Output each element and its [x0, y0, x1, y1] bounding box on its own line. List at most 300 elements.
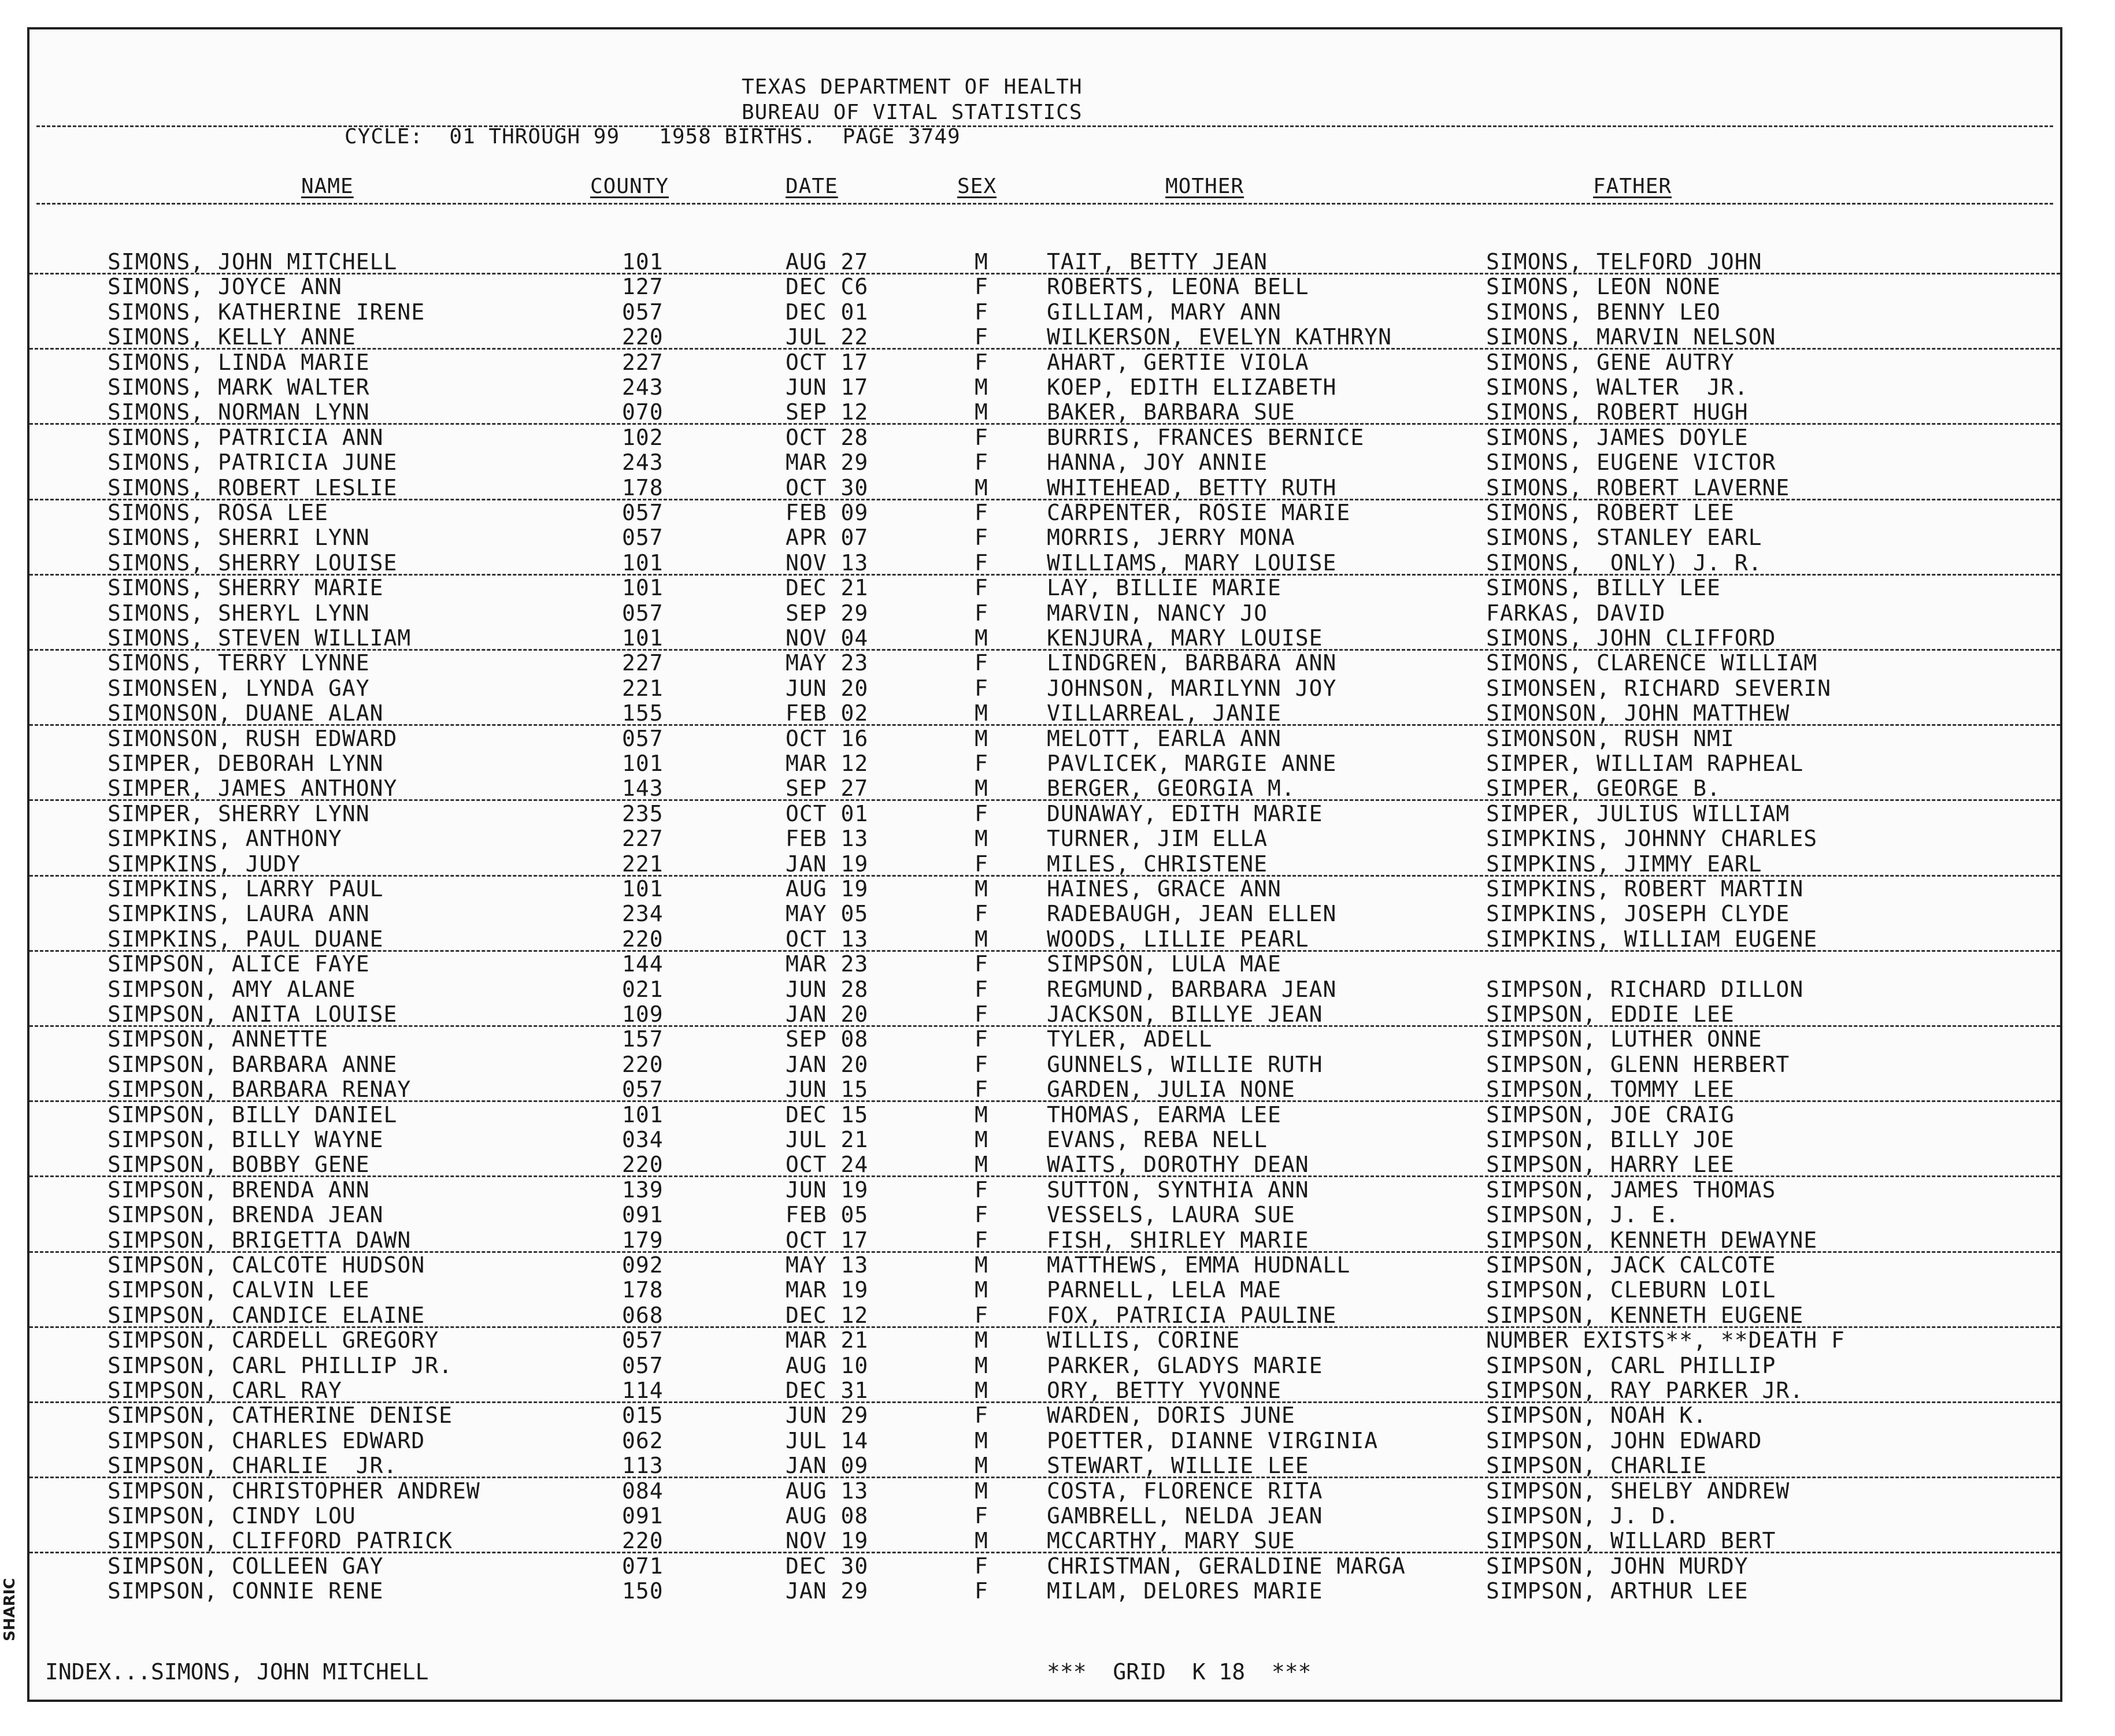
- record-county: 101: [622, 550, 664, 576]
- record-mother: TURNER, JIM ELLA: [1047, 826, 1268, 852]
- record-date: MAY 05: [786, 901, 869, 927]
- record-row: [29, 600, 2060, 626]
- record-county: 234: [622, 901, 664, 927]
- record-mother: WHITEHEAD, BETTY RUTH: [1047, 474, 1337, 500]
- record-county: 220: [622, 926, 664, 952]
- record-father: SIMPSON, JOHN MURDY: [1486, 1553, 1749, 1579]
- record-date: DEC 30: [786, 1553, 869, 1579]
- record-sex: M: [975, 826, 988, 852]
- record-name: SIMONS, KATHERINE IRENE: [108, 299, 425, 325]
- record-mother: STEWART, WILLIE LEE: [1047, 1453, 1309, 1479]
- record-row: [29, 901, 2060, 926]
- record-name: SIMONS, LINDA MARIE: [108, 349, 370, 375]
- record-row: [29, 1353, 2060, 1378]
- record-sex: F: [975, 1403, 988, 1429]
- record-father: SIMONS, ROBERT LAVERNE: [1486, 474, 1790, 500]
- record-county: 084: [622, 1478, 664, 1504]
- record-sex: F: [975, 1302, 988, 1328]
- record-date: JAN 29: [786, 1578, 869, 1604]
- record-date: JUN 28: [786, 976, 869, 1002]
- record-row: [29, 676, 2060, 701]
- record-date: FEB 09: [786, 500, 869, 525]
- record-date: AUG 19: [786, 876, 869, 902]
- record-name: SIMONS, ROBERT LESLIE: [108, 474, 398, 500]
- record-mother: GAMBRELL, NELDA JEAN: [1047, 1503, 1323, 1529]
- record-county: 243: [622, 374, 664, 400]
- record-name: SIMPSON, CHRISTOPHER ANDREW: [108, 1478, 480, 1504]
- record-sex: F: [975, 525, 988, 551]
- record-name: SIMPSON, CARL PHILLIP JR.: [108, 1352, 453, 1378]
- record-mother: RADEBAUGH, JEAN ELLEN: [1047, 901, 1337, 927]
- record-father: SIMPER, JULIUS WILLIAM: [1486, 800, 1790, 826]
- record-father: SIMONSEN, RICHARD SEVERIN: [1486, 675, 1831, 701]
- record-father: SIMPSON, RICHARD DILLON: [1486, 976, 1804, 1002]
- record-date: MAR 21: [786, 1327, 869, 1353]
- report-page: [27, 27, 2062, 1702]
- record-mother: LAY, BILLIE MARIE: [1047, 575, 1281, 601]
- record-mother: VILLARREAL, JANIE: [1047, 700, 1281, 726]
- record-name: SIMONSON, DUANE ALAN: [108, 700, 384, 726]
- record-date: JUN 29: [786, 1403, 869, 1429]
- record-row: [29, 399, 2060, 425]
- record-sex: F: [975, 1026, 988, 1052]
- record-county: 139: [622, 1177, 664, 1203]
- record-county: 057: [622, 525, 664, 551]
- record-name: SIMPSON, CONNIE RENE: [108, 1578, 384, 1604]
- record-mother: SIMPSON, LULA MAE: [1047, 951, 1281, 977]
- record-father: SIMPSON, J. E.: [1486, 1202, 1680, 1228]
- record-row: [29, 274, 2060, 299]
- record-mother: MORRIS, JERRY MONA: [1047, 525, 1295, 551]
- record-county: 092: [622, 1252, 664, 1278]
- record-row: [29, 1553, 2060, 1579]
- record-mother: WOODS, LILLIE PEARL: [1047, 926, 1309, 952]
- record-mother: ORY, BETTY YVONNE: [1047, 1378, 1281, 1403]
- record-date: DEC 01: [786, 299, 869, 325]
- record-date: SEP 12: [786, 399, 869, 425]
- record-date: JUN 15: [786, 1077, 869, 1103]
- record-row: [29, 1327, 2060, 1353]
- record-sex: F: [975, 349, 988, 375]
- record-father: SIMONS, MARVIN NELSON: [1486, 324, 1776, 350]
- record-sex: M: [975, 399, 988, 425]
- record-name: SIMONS, SHERRI LYNN: [108, 525, 370, 551]
- record-date: JAN 09: [786, 1453, 869, 1479]
- record-father: SIMONS, GENE AUTRY: [1486, 349, 1735, 375]
- record-county: 070: [622, 399, 664, 425]
- record-father: SIMPSON, JOHN EDWARD: [1486, 1427, 1762, 1453]
- record-mother: JACKSON, BILLYE JEAN: [1047, 1001, 1323, 1027]
- record-father: SIMPSON, KENNETH DEWAYNE: [1486, 1227, 1818, 1253]
- record-row: [29, 926, 2060, 952]
- record-sex: M: [975, 776, 988, 802]
- record-date: MAR 12: [786, 751, 869, 776]
- record-name: SIMPER, JAMES ANTHONY: [108, 776, 398, 802]
- record-county: 227: [622, 349, 664, 375]
- record-sex: F: [975, 274, 988, 300]
- record-county: 062: [622, 1427, 664, 1453]
- record-date: FEB 02: [786, 700, 869, 726]
- record-mother: LINDGREN, BARBARA ANN: [1047, 650, 1337, 676]
- record-father: SIMONS, BENNY LEO: [1486, 299, 1721, 325]
- record-date: OCT 16: [786, 725, 869, 751]
- record-father: SIMONS, LEON NONE: [1486, 274, 1721, 300]
- grid-footer: *** GRID K 18 ***: [1047, 1659, 1312, 1685]
- record-mother: WAITS, DOROTHY DEAN: [1047, 1152, 1309, 1178]
- record-county: 227: [622, 826, 664, 852]
- record-row: [29, 1277, 2060, 1303]
- record-row: [29, 450, 2060, 475]
- record-name: SIMONS, JOYCE ANN: [108, 274, 342, 300]
- record-date: JUL 14: [786, 1427, 869, 1453]
- record-sex: M: [975, 374, 988, 400]
- record-row: [29, 475, 2060, 500]
- record-father: SIMPKINS, ROBERT MARTIN: [1486, 876, 1804, 902]
- record-sex: M: [975, 474, 988, 500]
- record-father: SIMPKINS, JIMMY EARL: [1486, 851, 1762, 877]
- record-father: SIMONS, ROBERT HUGH: [1486, 399, 1749, 425]
- record-father: SIMPSON, KENNETH EUGENE: [1486, 1302, 1804, 1328]
- record-county: 243: [622, 450, 664, 476]
- record-name: SIMPKINS, PAUL DUANE: [108, 926, 384, 952]
- record-row: [29, 350, 2060, 375]
- record-row: [29, 500, 2060, 525]
- record-father: SIMPSON, JACK CALCOTE: [1486, 1252, 1776, 1278]
- record-county: 057: [622, 1327, 664, 1353]
- record-sex: F: [975, 550, 988, 576]
- record-mother: BAKER, BARBARA SUE: [1047, 399, 1295, 425]
- record-date: OCT 13: [786, 926, 869, 952]
- record-mother: PARNELL, LELA MAE: [1047, 1277, 1281, 1303]
- record-mother: BURRIS, FRANCES BERNICE: [1047, 424, 1365, 450]
- record-date: AUG 10: [786, 1352, 869, 1378]
- record-mother: VESSELS, LAURA SUE: [1047, 1202, 1295, 1228]
- record-mother: BERGER, GEORGIA M.: [1047, 776, 1295, 802]
- record-sex: F: [975, 1503, 988, 1529]
- record-date: JUN 19: [786, 1177, 869, 1203]
- record-sex: M: [975, 1427, 988, 1453]
- record-father: SIMONS, ROBERT LEE: [1486, 500, 1735, 525]
- record-sex: M: [975, 1277, 988, 1303]
- record-row: [29, 1428, 2060, 1453]
- record-county: 220: [622, 1051, 664, 1077]
- record-mother: AHART, GERTIE VIOLA: [1047, 349, 1309, 375]
- record-name: SIMONS, NORMAN LYNN: [108, 399, 370, 425]
- record-row: [29, 650, 2060, 676]
- record-mother: SUTTON, SYNTHIA ANN: [1047, 1177, 1309, 1203]
- record-date: MAR 23: [786, 951, 869, 977]
- record-row: [29, 1227, 2060, 1253]
- record-sex: F: [975, 951, 988, 977]
- record-county: 220: [622, 1152, 664, 1178]
- record-mother: HANNA, JOY ANNIE: [1047, 450, 1268, 476]
- record-row: [29, 299, 2060, 325]
- record-row: [29, 700, 2060, 726]
- record-county: 127: [622, 274, 664, 300]
- record-sex: F: [975, 1177, 988, 1203]
- record-date: APR 07: [786, 525, 869, 551]
- record-county: 057: [622, 725, 664, 751]
- record-row: [29, 1403, 2060, 1428]
- record-name: SIMONS, SHERRY MARIE: [108, 575, 384, 601]
- record-row: [29, 1503, 2060, 1529]
- record-row: [29, 1303, 2060, 1328]
- record-name: SIMPSON, CANDICE ELAINE: [108, 1302, 425, 1328]
- record-sex: M: [975, 1352, 988, 1378]
- record-name: SIMPSON, ANITA LOUISE: [108, 1001, 398, 1027]
- record-date: JUN 17: [786, 374, 869, 400]
- record-name: SIMPKINS, ANTHONY: [108, 826, 342, 852]
- record-sex: F: [975, 1202, 988, 1228]
- record-sex: F: [975, 424, 988, 450]
- record-county: 101: [622, 625, 664, 651]
- record-father: SIMONS, EUGENE VICTOR: [1486, 450, 1776, 476]
- column-header-name: NAME: [301, 175, 354, 198]
- record-mother: MILES, CHRISTENE: [1047, 851, 1268, 877]
- record-county: 157: [622, 1026, 664, 1052]
- record-father: SIMPSON, ARTHUR LEE: [1486, 1578, 1749, 1604]
- record-name: SIMONS, MARK WALTER: [108, 374, 370, 400]
- record-row: [29, 1001, 2060, 1027]
- record-mother: MARVIN, NANCY JO: [1047, 600, 1268, 626]
- record-sex: M: [975, 1152, 988, 1178]
- record-sex: F: [975, 600, 988, 626]
- record-name: SIMPSON, CHARLIE JR.: [108, 1453, 398, 1479]
- record-mother: WILLIAMS, MARY LOUISE: [1047, 550, 1337, 576]
- record-row: [29, 1102, 2060, 1127]
- record-row: [29, 1127, 2060, 1152]
- record-mother: POETTER, DIANNE VIRGINIA: [1047, 1427, 1379, 1453]
- index-footer: INDEX...SIMONS, JOHN MITCHELL: [45, 1659, 429, 1685]
- record-county: 091: [622, 1202, 664, 1228]
- records-table: [29, 29, 2060, 1700]
- record-sex: F: [975, 675, 988, 701]
- record-date: OCT 28: [786, 424, 869, 450]
- column-header-father: FATHER: [1593, 175, 1672, 198]
- side-mark-label: SHARIC: [1, 1578, 18, 1641]
- record-name: SIMPKINS, LARRY PAUL: [108, 876, 384, 902]
- record-father: SIMPSON, J. D.: [1486, 1503, 1680, 1529]
- bureau-title: BUREAU OF VITAL STATISTICS: [742, 101, 1083, 124]
- record-sex: M: [975, 1252, 988, 1278]
- record-date: DEC 15: [786, 1101, 869, 1127]
- record-sex: F: [975, 1578, 988, 1604]
- record-father: SIMONSON, RUSH NMI: [1486, 725, 1735, 751]
- record-mother: EVANS, REBA NELL: [1047, 1127, 1268, 1152]
- record-sex: F: [975, 1553, 988, 1579]
- record-row: [29, 776, 2060, 801]
- record-mother: MILAM, DELORES MARIE: [1047, 1578, 1323, 1604]
- record-name: SIMONS, SHERRY LOUISE: [108, 550, 398, 576]
- record-row: [29, 1026, 2060, 1052]
- record-row: [29, 1202, 2060, 1227]
- record-mother: GUNNELS, WILLIE RUTH: [1047, 1051, 1323, 1077]
- record-county: 021: [622, 976, 664, 1002]
- record-date: FEB 05: [786, 1202, 869, 1228]
- record-father: SIMPKINS, JOHNNY CHARLES: [1486, 826, 1818, 852]
- record-mother: CHRISTMAN, GERALDINE MARGA: [1047, 1553, 1406, 1579]
- record-father: SIMPKINS, WILLIAM EUGENE: [1486, 926, 1818, 952]
- record-row: [29, 374, 2060, 400]
- record-row: [29, 951, 2060, 977]
- record-date: MAY 23: [786, 650, 869, 676]
- record-mother: GILLIAM, MARY ANN: [1047, 299, 1281, 325]
- record-date: DEC 31: [786, 1378, 869, 1403]
- record-date: DEC C6: [786, 274, 869, 300]
- record-name: SIMPSON, CLIFFORD PATRICK: [108, 1528, 453, 1554]
- record-name: SIMPSON, BILLY DANIEL: [108, 1101, 398, 1127]
- record-row: [29, 525, 2060, 550]
- record-row: [29, 1052, 2060, 1077]
- record-row: [29, 1578, 2060, 1604]
- record-county: 221: [622, 675, 664, 701]
- record-name: SIMPSON, CALVIN LEE: [108, 1277, 370, 1303]
- record-county: 071: [622, 1553, 664, 1579]
- record-county: 101: [622, 876, 664, 902]
- record-sex: F: [975, 299, 988, 325]
- record-row: [29, 1252, 2060, 1278]
- record-mother: CARPENTER, ROSIE MARIE: [1047, 500, 1351, 525]
- record-father: NUMBER EXISTS**, **DEATH F: [1486, 1327, 1845, 1353]
- record-name: SIMONS, ROSA LEE: [108, 500, 329, 525]
- record-row: [29, 249, 2060, 275]
- record-date: SEP 08: [786, 1026, 869, 1052]
- record-date: JAN 20: [786, 1001, 869, 1027]
- record-sex: M: [975, 700, 988, 726]
- record-sex: M: [975, 1327, 988, 1353]
- record-date: AUG 08: [786, 1503, 869, 1529]
- record-date: OCT 24: [786, 1152, 869, 1178]
- record-mother: COSTA, FLORENCE RITA: [1047, 1478, 1323, 1504]
- record-row: [29, 1378, 2060, 1403]
- record-sex: M: [975, 249, 988, 275]
- record-sex: F: [975, 851, 988, 877]
- record-county: 114: [622, 1378, 664, 1403]
- record-county: 015: [622, 1403, 664, 1429]
- record-father: SIMPSON, LUTHER ONNE: [1486, 1026, 1762, 1052]
- record-date: MAR 29: [786, 450, 869, 476]
- record-mother: MELOTT, EARLA ANN: [1047, 725, 1281, 751]
- record-mother: FOX, PATRICIA PAULINE: [1047, 1302, 1337, 1328]
- record-sex: M: [975, 1378, 988, 1403]
- record-mother: ROBERTS, LEONA BELL: [1047, 274, 1309, 300]
- record-county: 144: [622, 951, 664, 977]
- record-date: SEP 27: [786, 776, 869, 802]
- record-father: SIMONS, JOHN CLIFFORD: [1486, 625, 1776, 651]
- record-father: SIMPSON, RAY PARKER JR.: [1486, 1378, 1804, 1403]
- record-county: 101: [622, 1101, 664, 1127]
- record-date: JUL 21: [786, 1127, 869, 1152]
- record-father: SIMPSON, HARRY LEE: [1486, 1152, 1735, 1178]
- record-row: [29, 575, 2060, 600]
- record-row: [29, 625, 2060, 651]
- record-name: SIMPSON, BILLY WAYNE: [108, 1127, 384, 1152]
- record-date: MAR 19: [786, 1277, 869, 1303]
- record-father: SIMPSON, CLEBURN LOIL: [1486, 1277, 1776, 1303]
- record-sex: F: [975, 500, 988, 525]
- record-date: DEC 12: [786, 1302, 869, 1328]
- record-mother: THOMAS, EARMA LEE: [1047, 1101, 1281, 1127]
- record-date: NOV 13: [786, 550, 869, 576]
- record-county: 068: [622, 1302, 664, 1328]
- record-sex: M: [975, 926, 988, 952]
- record-county: 101: [622, 751, 664, 776]
- record-sex: M: [975, 1528, 988, 1554]
- record-name: SIMPSON, BRENDA JEAN: [108, 1202, 384, 1228]
- record-county: 102: [622, 424, 664, 450]
- record-county: 235: [622, 800, 664, 826]
- record-row: [29, 801, 2060, 826]
- record-sex: M: [975, 1478, 988, 1504]
- record-county: 155: [622, 700, 664, 726]
- record-county: 034: [622, 1127, 664, 1152]
- record-father: SIMONS, STANLEY EARL: [1486, 525, 1762, 551]
- record-sex: M: [975, 876, 988, 902]
- agency-title: TEXAS DEPARTMENT OF HEALTH: [742, 75, 1083, 99]
- record-name: SIMONS, JOHN MITCHELL: [108, 249, 398, 275]
- record-date: NOV 04: [786, 625, 869, 651]
- record-father: SIMPSON, CHARLIE: [1486, 1453, 1707, 1479]
- record-name: SIMPSON, ALICE FAYE: [108, 951, 370, 977]
- record-row: [29, 550, 2060, 576]
- record-sex: F: [975, 1051, 988, 1077]
- column-header-mother: MOTHER: [1165, 175, 1244, 198]
- record-row: [29, 1177, 2060, 1203]
- record-name: SIMPER, SHERRY LYNN: [108, 800, 370, 826]
- record-county: 057: [622, 299, 664, 325]
- record-mother: PARKER, GLADYS MARIE: [1047, 1352, 1323, 1378]
- record-county: 091: [622, 1503, 664, 1529]
- record-row: [29, 726, 2060, 751]
- record-mother: WILLIS, CORINE: [1047, 1327, 1240, 1353]
- record-county: 178: [622, 1277, 664, 1303]
- record-father: SIMONS, CLARENCE WILLIAM: [1486, 650, 1818, 676]
- record-sex: M: [975, 725, 988, 751]
- record-name: SIMPSON, CATHERINE DENISE: [108, 1403, 453, 1429]
- record-date: JUN 20: [786, 675, 869, 701]
- record-father: SIMPER, WILLIAM RAPHEAL: [1486, 751, 1804, 776]
- record-mother: WARDEN, DORIS JUNE: [1047, 1403, 1295, 1429]
- record-sex: F: [975, 976, 988, 1002]
- record-father: FARKAS, DAVID: [1486, 600, 1666, 626]
- record-father: SIMONS, BILLY LEE: [1486, 575, 1721, 601]
- record-father: SIMPSON, EDDIE LEE: [1486, 1001, 1735, 1027]
- record-name: SIMONSEN, LYNDA GAY: [108, 675, 370, 701]
- record-name: SIMPSON, CHARLES EDWARD: [108, 1427, 425, 1453]
- record-county: 109: [622, 1001, 664, 1027]
- cycle-line: CYCLE: 01 THROUGH 99 1958 BIRTHS. PAGE 3749: [345, 125, 961, 149]
- record-name: SIMPSON, CINDY LOU: [108, 1503, 356, 1529]
- record-county: 150: [622, 1578, 664, 1604]
- record-sex: F: [975, 1077, 988, 1103]
- record-date: JAN 20: [786, 1051, 869, 1077]
- record-name: SIMONSON, RUSH EDWARD: [108, 725, 398, 751]
- record-name: SIMPSON, AMY ALANE: [108, 976, 356, 1002]
- record-name: SIMPSON, CARL RAY: [108, 1378, 342, 1403]
- record-name: SIMPSON, ANNETTE: [108, 1026, 329, 1052]
- record-father: SIMPSON, JAMES THOMAS: [1486, 1177, 1776, 1203]
- record-sex: F: [975, 1001, 988, 1027]
- record-father: SIMPKINS, JOSEPH CLYDE: [1486, 901, 1790, 927]
- record-county: 113: [622, 1453, 664, 1479]
- record-date: JUL 22: [786, 324, 869, 350]
- record-sex: M: [975, 625, 988, 651]
- record-row: [29, 977, 2060, 1002]
- record-mother: WILKERSON, EVELYN KATHRYN: [1047, 324, 1392, 350]
- record-mother: TAIT, BETTY JEAN: [1047, 249, 1268, 275]
- record-county: 057: [622, 1352, 664, 1378]
- record-sex: F: [975, 751, 988, 776]
